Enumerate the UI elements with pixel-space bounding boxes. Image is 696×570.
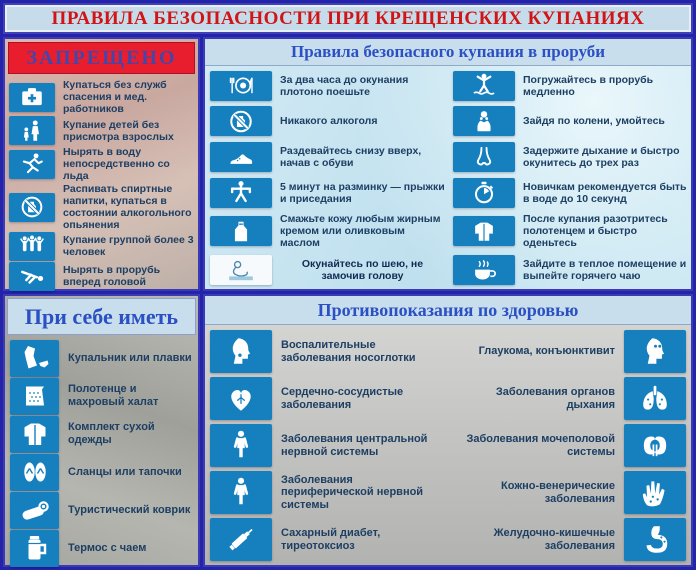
swimsuit-icon <box>10 340 59 377</box>
first-aid-kit-icon <box>9 83 55 112</box>
stopwatch-icon <box>453 178 515 208</box>
bring-list <box>5 337 198 569</box>
list-item <box>210 142 445 172</box>
group-of-people-icon <box>9 232 55 261</box>
list-item <box>210 471 443 514</box>
jumping-figure-icon <box>9 150 55 179</box>
item-text: Никакого алкоголя <box>280 115 378 128</box>
hand-skin-icon <box>624 471 686 514</box>
list-item <box>453 518 686 561</box>
rules-left-column <box>205 66 448 290</box>
item-text: Купание детей без присмотра взрослых <box>63 118 174 143</box>
bring-header-label: При себе иметь <box>24 303 179 329</box>
list-item <box>10 416 193 453</box>
exercise-figure-icon <box>210 178 272 208</box>
rules-panel <box>203 37 693 291</box>
kidneys-icon <box>624 424 686 467</box>
contraindications-columns <box>205 325 691 563</box>
hot-tea-cup-icon <box>453 255 515 285</box>
list-item <box>453 377 686 420</box>
item-text: Погружайтесь в прорубь медленно <box>523 73 654 98</box>
item-text: Глаукома, конъюнктивит <box>478 345 615 358</box>
contraindications-header <box>205 296 691 325</box>
item-text: Раздевайтесь снизу вверх, начав с обуви <box>280 145 422 170</box>
prohibited-header-label: ЗАПРЕЩЕНО <box>26 46 177 69</box>
no-alcohol-icon <box>9 193 55 222</box>
list-item <box>9 262 194 291</box>
item-text: Заболевания мочеполовой системы <box>466 432 615 458</box>
list-item <box>10 492 193 529</box>
item-text: Желудочно-кишечные заболевания <box>493 526 615 552</box>
item-text: Окунайтесь по шею, не замочив голову <box>301 258 424 283</box>
list-item <box>9 232 194 261</box>
heart-icon <box>210 377 272 420</box>
list-item <box>453 142 688 172</box>
neck-dip-figure-icon <box>210 255 272 285</box>
list-item <box>10 530 193 567</box>
poster-title: ПРАВИЛА БЕЗОПАСНОСТИ ПРИ КРЕЩЕНСКИХ КУПАНИЯХ <box>51 7 645 29</box>
list-item <box>453 471 686 514</box>
item-text: Сердечно-сосудистые заболевания <box>281 385 404 411</box>
item-text: Задержите дыхание и быстро окунитесь до трех раз <box>523 145 680 170</box>
list-item <box>210 424 443 467</box>
contraindications-right-column <box>448 328 691 563</box>
bring-panel <box>3 294 200 567</box>
towel-icon <box>10 378 59 415</box>
item-text: Термос с чаем <box>68 541 147 554</box>
prohibited-panel <box>3 37 200 291</box>
item-text: За два часа до окунания плотоно поешьте <box>280 73 409 98</box>
list-item <box>453 71 688 101</box>
item-text: Полотенце и махровый халат <box>68 383 159 408</box>
item-text: Заболевания периферической нервной системы <box>281 473 424 511</box>
list-item <box>453 178 688 208</box>
shoe-icon <box>210 142 272 172</box>
thermos-icon <box>10 530 59 567</box>
item-text: Заболевания центральной нервной системы <box>281 432 428 458</box>
list-item <box>210 377 443 420</box>
list-item <box>9 183 194 231</box>
list-item <box>9 146 194 182</box>
face-eyes-icon <box>624 330 686 373</box>
list-item <box>453 255 688 285</box>
slow-entry-figure-icon <box>453 71 515 101</box>
item-text: После купания разотритесь полотенцем и быстро оденьтесь <box>523 213 668 250</box>
head-throat-icon <box>210 330 272 373</box>
list-item <box>10 454 193 491</box>
item-text: Нырять в воду непосредственно со льда <box>63 145 170 183</box>
item-text: Купаться без служб спасения и мед. работников <box>63 79 167 116</box>
list-item <box>453 106 688 136</box>
washing-figure-icon <box>453 106 515 136</box>
item-text: Нырять в прорубь вперед головой <box>63 264 161 289</box>
rules-right-column <box>448 66 691 290</box>
rules-columns <box>205 66 691 290</box>
rules-header <box>205 39 691 66</box>
rules-header-label: Правила безопасного купания в проруби <box>290 42 606 61</box>
list-item <box>210 178 445 208</box>
prohibited-list <box>5 77 198 293</box>
meal-plate-icon <box>210 71 272 101</box>
lungs-icon <box>624 377 686 420</box>
human-figure-icon <box>210 424 272 467</box>
dry-clothes-icon <box>10 416 59 453</box>
human-figure-icon <box>210 471 272 514</box>
flip-flops-icon <box>10 454 59 491</box>
adult-with-child-icon <box>9 116 55 145</box>
list-item <box>10 378 193 415</box>
contraindications-left-column <box>205 328 448 563</box>
item-text: Сахарный диабет, тиреотоксиоз <box>281 526 381 552</box>
no-alcohol-icon <box>210 106 272 136</box>
contraindications-panel <box>203 294 693 567</box>
item-text: 5 минут на разминку — прыжки и приседания <box>280 180 445 205</box>
item-text: Кожно-венерические заболевания <box>501 479 615 505</box>
list-item <box>210 213 445 249</box>
prohibited-header <box>8 42 195 74</box>
item-text: Воспалительные заболевания носоглотки <box>281 338 416 364</box>
list-item <box>210 255 445 285</box>
list-item <box>210 330 443 373</box>
oil-bottle-icon <box>210 216 272 246</box>
stomach-icon <box>624 518 686 561</box>
item-text: Комплект сухой одежды <box>68 421 155 446</box>
list-item <box>210 518 443 561</box>
item-text: Купальник или плавки <box>68 351 192 364</box>
list-item <box>9 79 194 115</box>
item-text: Зайдя по колени, умойтесь <box>523 115 665 128</box>
warm-clothes-icon <box>453 216 515 246</box>
item-text: Новичкам рекомендуется быть в воде до 10 секунд <box>523 180 687 205</box>
poster-title-bar <box>3 3 693 34</box>
list-item <box>453 213 688 249</box>
item-text: Сланцы или тапочки <box>68 465 182 478</box>
list-item <box>9 116 194 145</box>
list-item <box>10 340 193 377</box>
list-item <box>210 71 445 101</box>
item-text: Зайдите в теплое помещение и выпейте горячего чаю <box>523 258 687 283</box>
item-text: Заболевания органов дыхания <box>495 385 615 411</box>
bring-header <box>7 298 196 335</box>
nose-breath-icon <box>453 142 515 172</box>
list-item <box>453 424 686 467</box>
item-text: Смажьте кожу любым жирным кремом или оливковым маслом <box>280 213 441 250</box>
contraindications-header-label: Противопоказания по здоровью <box>317 299 579 320</box>
item-text: Купание группой более 3 человек <box>63 234 194 259</box>
item-text: Туристический коврик <box>68 503 191 516</box>
syringe-icon <box>210 518 272 561</box>
item-text: Распивать спиртные напитки, купаться в состоянии алкогольного опьянения <box>63 182 192 232</box>
camping-mat-icon <box>10 492 59 529</box>
list-item <box>210 106 445 136</box>
list-item <box>453 330 686 373</box>
diving-headfirst-icon <box>9 262 55 291</box>
